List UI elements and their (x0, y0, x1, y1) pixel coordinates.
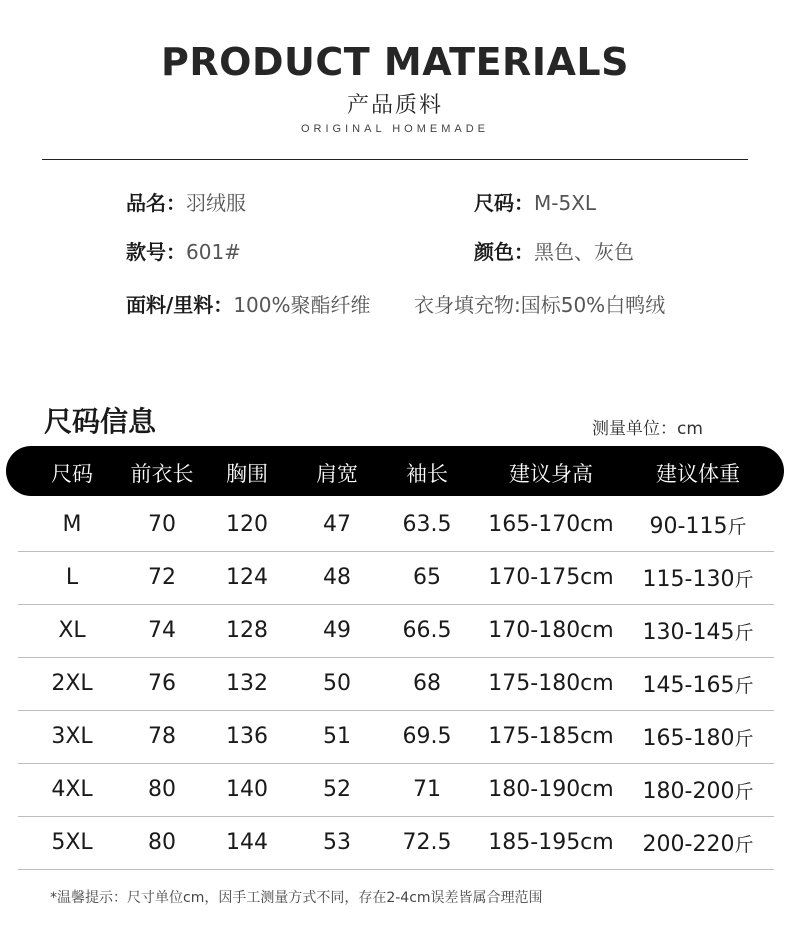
cell-text: 170-175cm (488, 565, 614, 590)
info-value: M-5XL (534, 191, 597, 215)
size-table-header (6, 446, 784, 496)
cell-text: 175-185cm (488, 724, 614, 749)
cell-text: M (62, 512, 82, 537)
size-section-title: 尺码信息 (44, 405, 157, 438)
info-style-number (126, 236, 241, 265)
table-row (18, 817, 774, 870)
cell-height (476, 724, 626, 749)
cell-text: 80 (148, 830, 176, 855)
info-value: 羽绒服 (186, 191, 246, 215)
cell-text: 115-130 (642, 567, 735, 592)
weight-unit: 斤 (734, 569, 754, 591)
cell-text: 66.5 (402, 618, 452, 643)
cell-weight (623, 512, 773, 539)
info-label: 颜色： (474, 240, 534, 264)
cell-text: 140 (226, 777, 268, 802)
info-label: 尺码： (474, 191, 534, 215)
cell-text: 53 (323, 830, 351, 855)
cell-text: 72 (148, 565, 176, 590)
info-value: 100%聚酯纤维 (233, 293, 371, 317)
cell-text: 52 (323, 777, 351, 802)
cell-weight (623, 671, 773, 698)
cell-height (476, 512, 626, 537)
cell-text: 132 (226, 671, 268, 696)
cell-text: 68 (413, 671, 441, 696)
info-label: 款号： (126, 240, 186, 264)
cell-text: 130-145 (642, 620, 735, 645)
cell-text: 144 (226, 830, 268, 855)
measurement-note: *温馨提示：尺寸单位cm，因手工测量方式不同，存在2-4cm误差皆属合理范围 (50, 890, 543, 906)
cell-text: 128 (226, 618, 268, 643)
cell-height (476, 777, 626, 802)
cell-weight (623, 618, 773, 645)
cell-text: 5XL (51, 830, 93, 855)
header-weight: 建议体重 (656, 462, 740, 486)
info-value: 黑色、灰色 (534, 240, 634, 264)
info-size-range (474, 187, 596, 216)
cell-text: 3XL (51, 724, 93, 749)
cell-text: 4XL (51, 777, 93, 802)
cell-text: 80 (148, 777, 176, 802)
weight-unit: 斤 (734, 781, 754, 803)
cell-text: 65 (413, 565, 441, 590)
cell-height (476, 830, 626, 855)
cell-height (476, 618, 626, 643)
cell-text: 90-115 (649, 514, 728, 539)
cell-text: 74 (148, 618, 176, 643)
cell-text: 76 (148, 671, 176, 696)
info-filling (414, 289, 665, 318)
table-row (18, 711, 774, 764)
header-shoulder: 肩宽 (316, 462, 358, 486)
info-fabric (126, 289, 371, 318)
cell-text: 78 (148, 724, 176, 749)
weight-unit: 斤 (734, 834, 754, 856)
info-colors (474, 236, 634, 265)
cell-text: 48 (323, 565, 351, 590)
cell-weight (623, 830, 773, 857)
header-sleeve: 袖长 (406, 462, 448, 486)
cell-text: 180-200 (642, 779, 735, 804)
row-divider (18, 869, 774, 870)
cell-text: 49 (323, 618, 351, 643)
cell-text: 70 (148, 512, 176, 537)
cell-text: 50 (323, 671, 351, 696)
cell-weight (623, 777, 773, 804)
cell-text: 72.5 (402, 830, 452, 855)
cell-text: 175-180cm (488, 671, 614, 696)
cell-text: 200-220 (642, 832, 735, 857)
weight-unit: 斤 (734, 728, 754, 750)
page-tagline: ORIGINAL HOMEMADE (301, 123, 489, 135)
cell-text: 2XL (51, 671, 93, 696)
table-row (18, 764, 774, 817)
cell-text: XL (58, 618, 86, 643)
info-label: 面料/里料： (126, 293, 234, 317)
cell-text: 136 (226, 724, 268, 749)
cell-text: 51 (323, 724, 351, 749)
cell-text: 120 (226, 512, 268, 537)
cell-text: 170-180cm (488, 618, 614, 643)
header-chest: 胸围 (226, 462, 268, 486)
cell-weight (623, 724, 773, 751)
info-value: 601# (186, 240, 241, 264)
weight-unit: 斤 (727, 516, 747, 538)
cell-weight (623, 565, 773, 592)
cell-text: 185-195cm (488, 830, 614, 855)
cell-text: 165-180 (642, 726, 735, 751)
cell-height (476, 565, 626, 590)
table-row (18, 552, 774, 605)
cell-text: 145-165 (642, 673, 735, 698)
page-title: PRODUCT MATERIALS (161, 40, 629, 84)
weight-unit: 斤 (734, 675, 754, 697)
table-row (18, 605, 774, 658)
header-front-length: 前衣长 (130, 462, 194, 486)
page-subtitle: 产品质料 (346, 93, 443, 118)
cell-height (476, 671, 626, 696)
header-divider (42, 159, 748, 160)
table-row (18, 658, 774, 711)
info-value: 衣身填充物:国标50%白鸭绒 (414, 293, 666, 317)
cell-text: 69.5 (402, 724, 452, 749)
table-row (18, 499, 774, 552)
cell-text: 47 (323, 512, 351, 537)
header-size: 尺码 (51, 462, 93, 486)
weight-unit: 斤 (734, 622, 754, 644)
info-label: 品名： (126, 191, 186, 215)
cell-text: 71 (413, 777, 441, 802)
cell-text: L (65, 565, 79, 590)
measurement-unit: 测量单位：cm (592, 419, 703, 439)
cell-text: 180-190cm (488, 777, 614, 802)
cell-text: 63.5 (402, 512, 452, 537)
cell-text: 124 (226, 565, 268, 590)
info-product-name (126, 187, 246, 216)
cell-text: 165-170cm (488, 512, 614, 537)
header-height: 建议身高 (509, 462, 593, 486)
